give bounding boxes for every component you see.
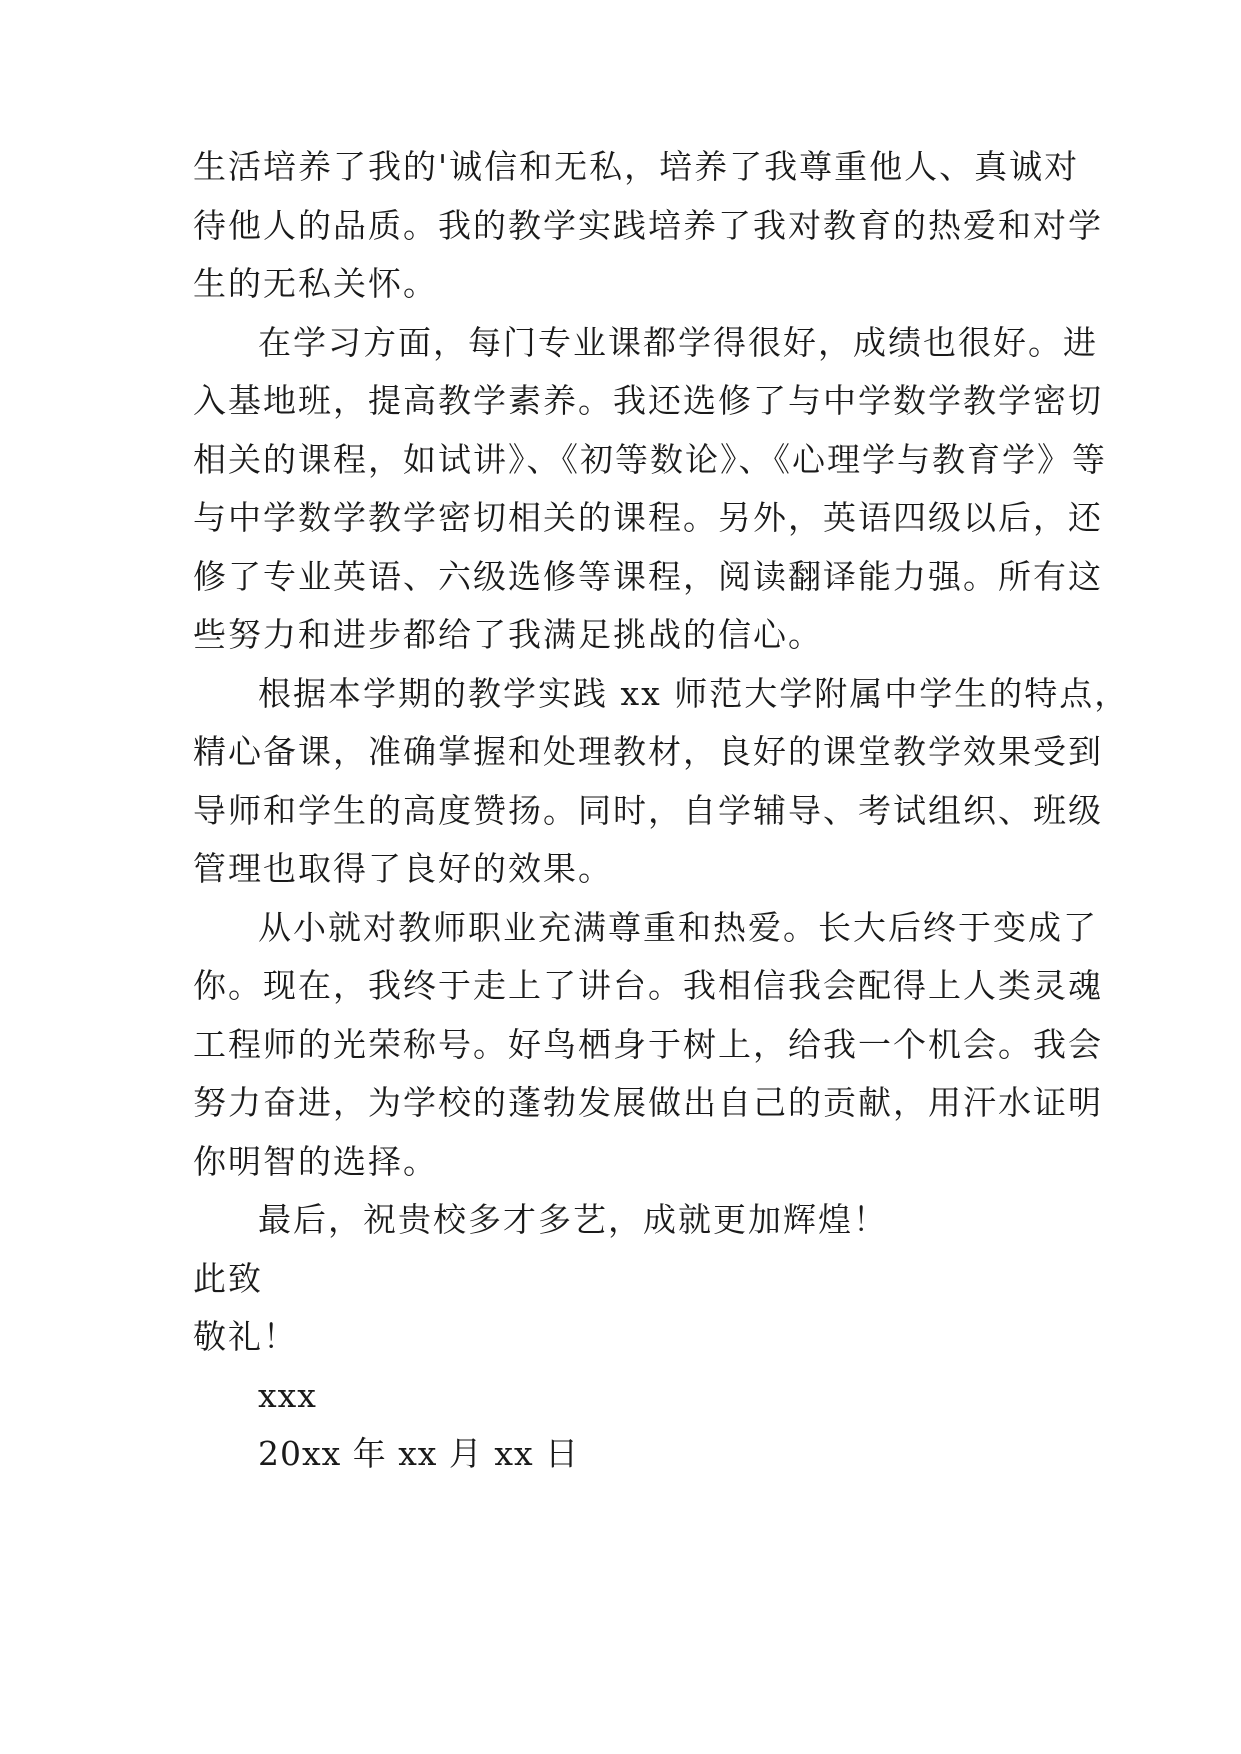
- paragraph-2-line-6: 些努力和进步都给了我满足挑战的信心。: [193, 615, 823, 654]
- paragraph-3-line-3: 导师和学生的高度赞扬。同时，自学辅导、考试组织、班级: [193, 791, 1103, 830]
- paragraph-4-line-4: 努力奋进，为学校的蓬勃发展做出自己的贡献，用汗水证明: [193, 1083, 1103, 1122]
- paragraph-3-line-4: 管理也取得了良好的效果。: [193, 849, 613, 888]
- signature-date: 20xx 年 xx 月 xx 日: [258, 1434, 580, 1473]
- paragraph-4-line-5: 你明智的选择。: [193, 1142, 438, 1181]
- paragraph-4-line-2: 你。现在，我终于走上了讲台。我相信我会配得上人类灵魂: [193, 966, 1103, 1005]
- paragraph-4-line-3: 工程师的光荣称号。好鸟栖身于树上，给我一个机会。我会: [193, 1025, 1103, 1064]
- paragraph-2-line-5: 修了专业英语、六级选修等课程，阅读翻译能力强。所有这: [193, 557, 1103, 596]
- paragraph-3-line-2: 精心备课，准确掌握和处理教材，良好的课堂教学效果受到: [193, 732, 1103, 771]
- paragraph-2-line-3: 相关的课程，如试讲》、《初等数论》、《心理学与教育学》等: [193, 440, 1107, 479]
- paragraph-2-line-2: 入基地班，提高教学素养。我还选修了与中学数学教学密切: [193, 381, 1103, 420]
- paragraph-2-line-1: 在学习方面，每门专业课都学得很好，成绩也很好。进: [258, 323, 1098, 362]
- closing-line-1: 此致: [193, 1259, 263, 1298]
- paragraph-4-line-1: 从小就对教师职业充满尊重和热爱。长大后终于变成了: [258, 908, 1098, 947]
- paragraph-3-line-1: 根据本学期的教学实践 xx 师范大学附属中学生的特点，: [258, 674, 1130, 713]
- paragraph-1-line-1: 生活培养了我的'诚信和无私，培养了我尊重他人、真诚对: [193, 147, 1080, 186]
- paragraph-1-line-2: 待他人的品质。我的教学实践培养了我对教育的热爱和对学: [193, 206, 1103, 245]
- closing-line-2: 敬礼！: [193, 1317, 298, 1356]
- paragraph-5-line-1: 最后，祝贵校多才多艺，成就更加辉煌！: [258, 1200, 888, 1239]
- paragraph-1-line-3: 生的无私关怀。: [193, 264, 438, 303]
- signature-name: xxx: [258, 1376, 317, 1415]
- paragraph-2-line-4: 与中学数学教学密切相关的课程。另外，英语四级以后，还: [193, 498, 1103, 537]
